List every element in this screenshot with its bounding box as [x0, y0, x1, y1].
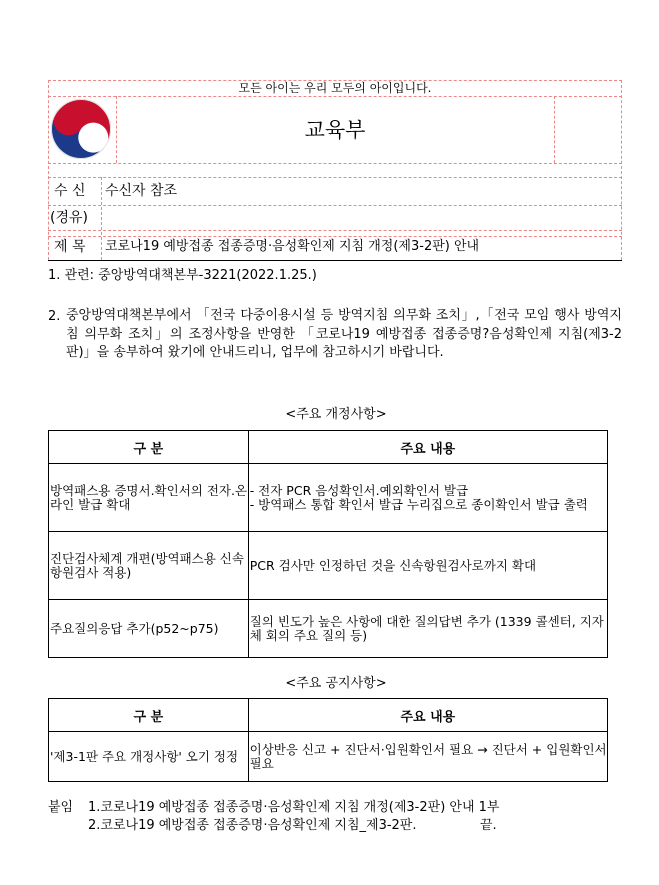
body-item-1: 1. 관련: 중앙방역대책본부-3221(2022.1.25.)	[48, 268, 317, 283]
row-content	[248, 464, 607, 532]
row-category: 진단검사체계 개편(방역패스용 신속항원검사 적용)	[49, 532, 249, 600]
end-mark: 끝.	[480, 818, 497, 833]
table-header-row	[49, 431, 608, 464]
government-emblem-icon	[50, 98, 112, 160]
recipient-label: 수 신	[54, 183, 86, 199]
recipient-value: 수신자 참조	[105, 183, 178, 199]
revisions-table	[48, 430, 608, 658]
row-category: 주요질의응답 추가(p52~p75)	[49, 600, 249, 658]
table-header-row	[49, 699, 608, 732]
row-category: 방역패스용 증명서.확인서의 전자.온라인 발급 확대	[49, 464, 249, 532]
column-header-category: 구 분	[49, 699, 249, 732]
subject-value: 코로나19 예방접종 접종증명·음성확인제 지침 개정(제3-2판) 안내	[105, 239, 480, 254]
column-header-content: 주요 내용	[248, 699, 607, 732]
via-label: (경유)	[50, 210, 88, 226]
column-header-content: 주요 내용	[248, 431, 607, 464]
slogan: 모든 아이는 우리 모두의 아이입니다.	[238, 81, 432, 95]
row-content-item: - 방역패스 통합 확인서 발급 누리집으로 종이확인서 발급 출력	[249, 496, 588, 512]
revisions-caption: <주요 개정사항>	[285, 407, 387, 422]
table-row	[49, 600, 608, 658]
row-content: 질의 빈도가 높은 사항에 대한 질의답변 추가 (1339 콜센터, 지자체 회의 주요 질의 등)	[248, 600, 607, 658]
row-category: '제3-1판 주요 개정사항' 오기 정정	[49, 732, 249, 782]
notices-caption: <주요 공지사항>	[285, 676, 387, 691]
column-header-category: 구 분	[49, 431, 249, 464]
table-row	[49, 464, 608, 532]
body-item-2: 중앙방역대책본부에서 「전국 다중이용시설 등 방역지침 의무화 조치」,「전국 모임 행사 방역지침 의무화 조치」의 조정사항을 반영한 「코로나19 예방접종 접종증명?음성확인제 지침(제3-2판)」을 송부하여 왔기에 안내드리니, 업무에 참고하시기 바랍니다.	[66, 308, 622, 360]
row-content: 이상반응 신고 + 진단서·입원확인서 필요 → 진단서 + 입원확인서 필요	[248, 732, 607, 782]
table-row	[49, 532, 608, 600]
ministry-name: 교육부	[304, 118, 366, 142]
table-row	[49, 732, 608, 782]
attachment-item-1: 1.코로나19 예방접종 접종증명·음성확인제 지침 개정(제3-2판) 안내 1부	[88, 800, 500, 815]
attachments-label: 붙임	[48, 800, 74, 815]
row-content-item: - 전자 PCR 음성확인서.예외확인서 발급	[249, 482, 469, 498]
row-content: PCR 검사만 인정하던 것을 신속항원검사로까지 확대	[248, 532, 607, 600]
attachment-item-2: 2.코로나19 예방접종 접종증명·음성확인제 지침_제3-2판.	[88, 818, 417, 833]
notices-table	[48, 698, 608, 782]
subject-label: 제 목	[54, 239, 86, 255]
body-item-2-number: 2.	[48, 309, 61, 324]
